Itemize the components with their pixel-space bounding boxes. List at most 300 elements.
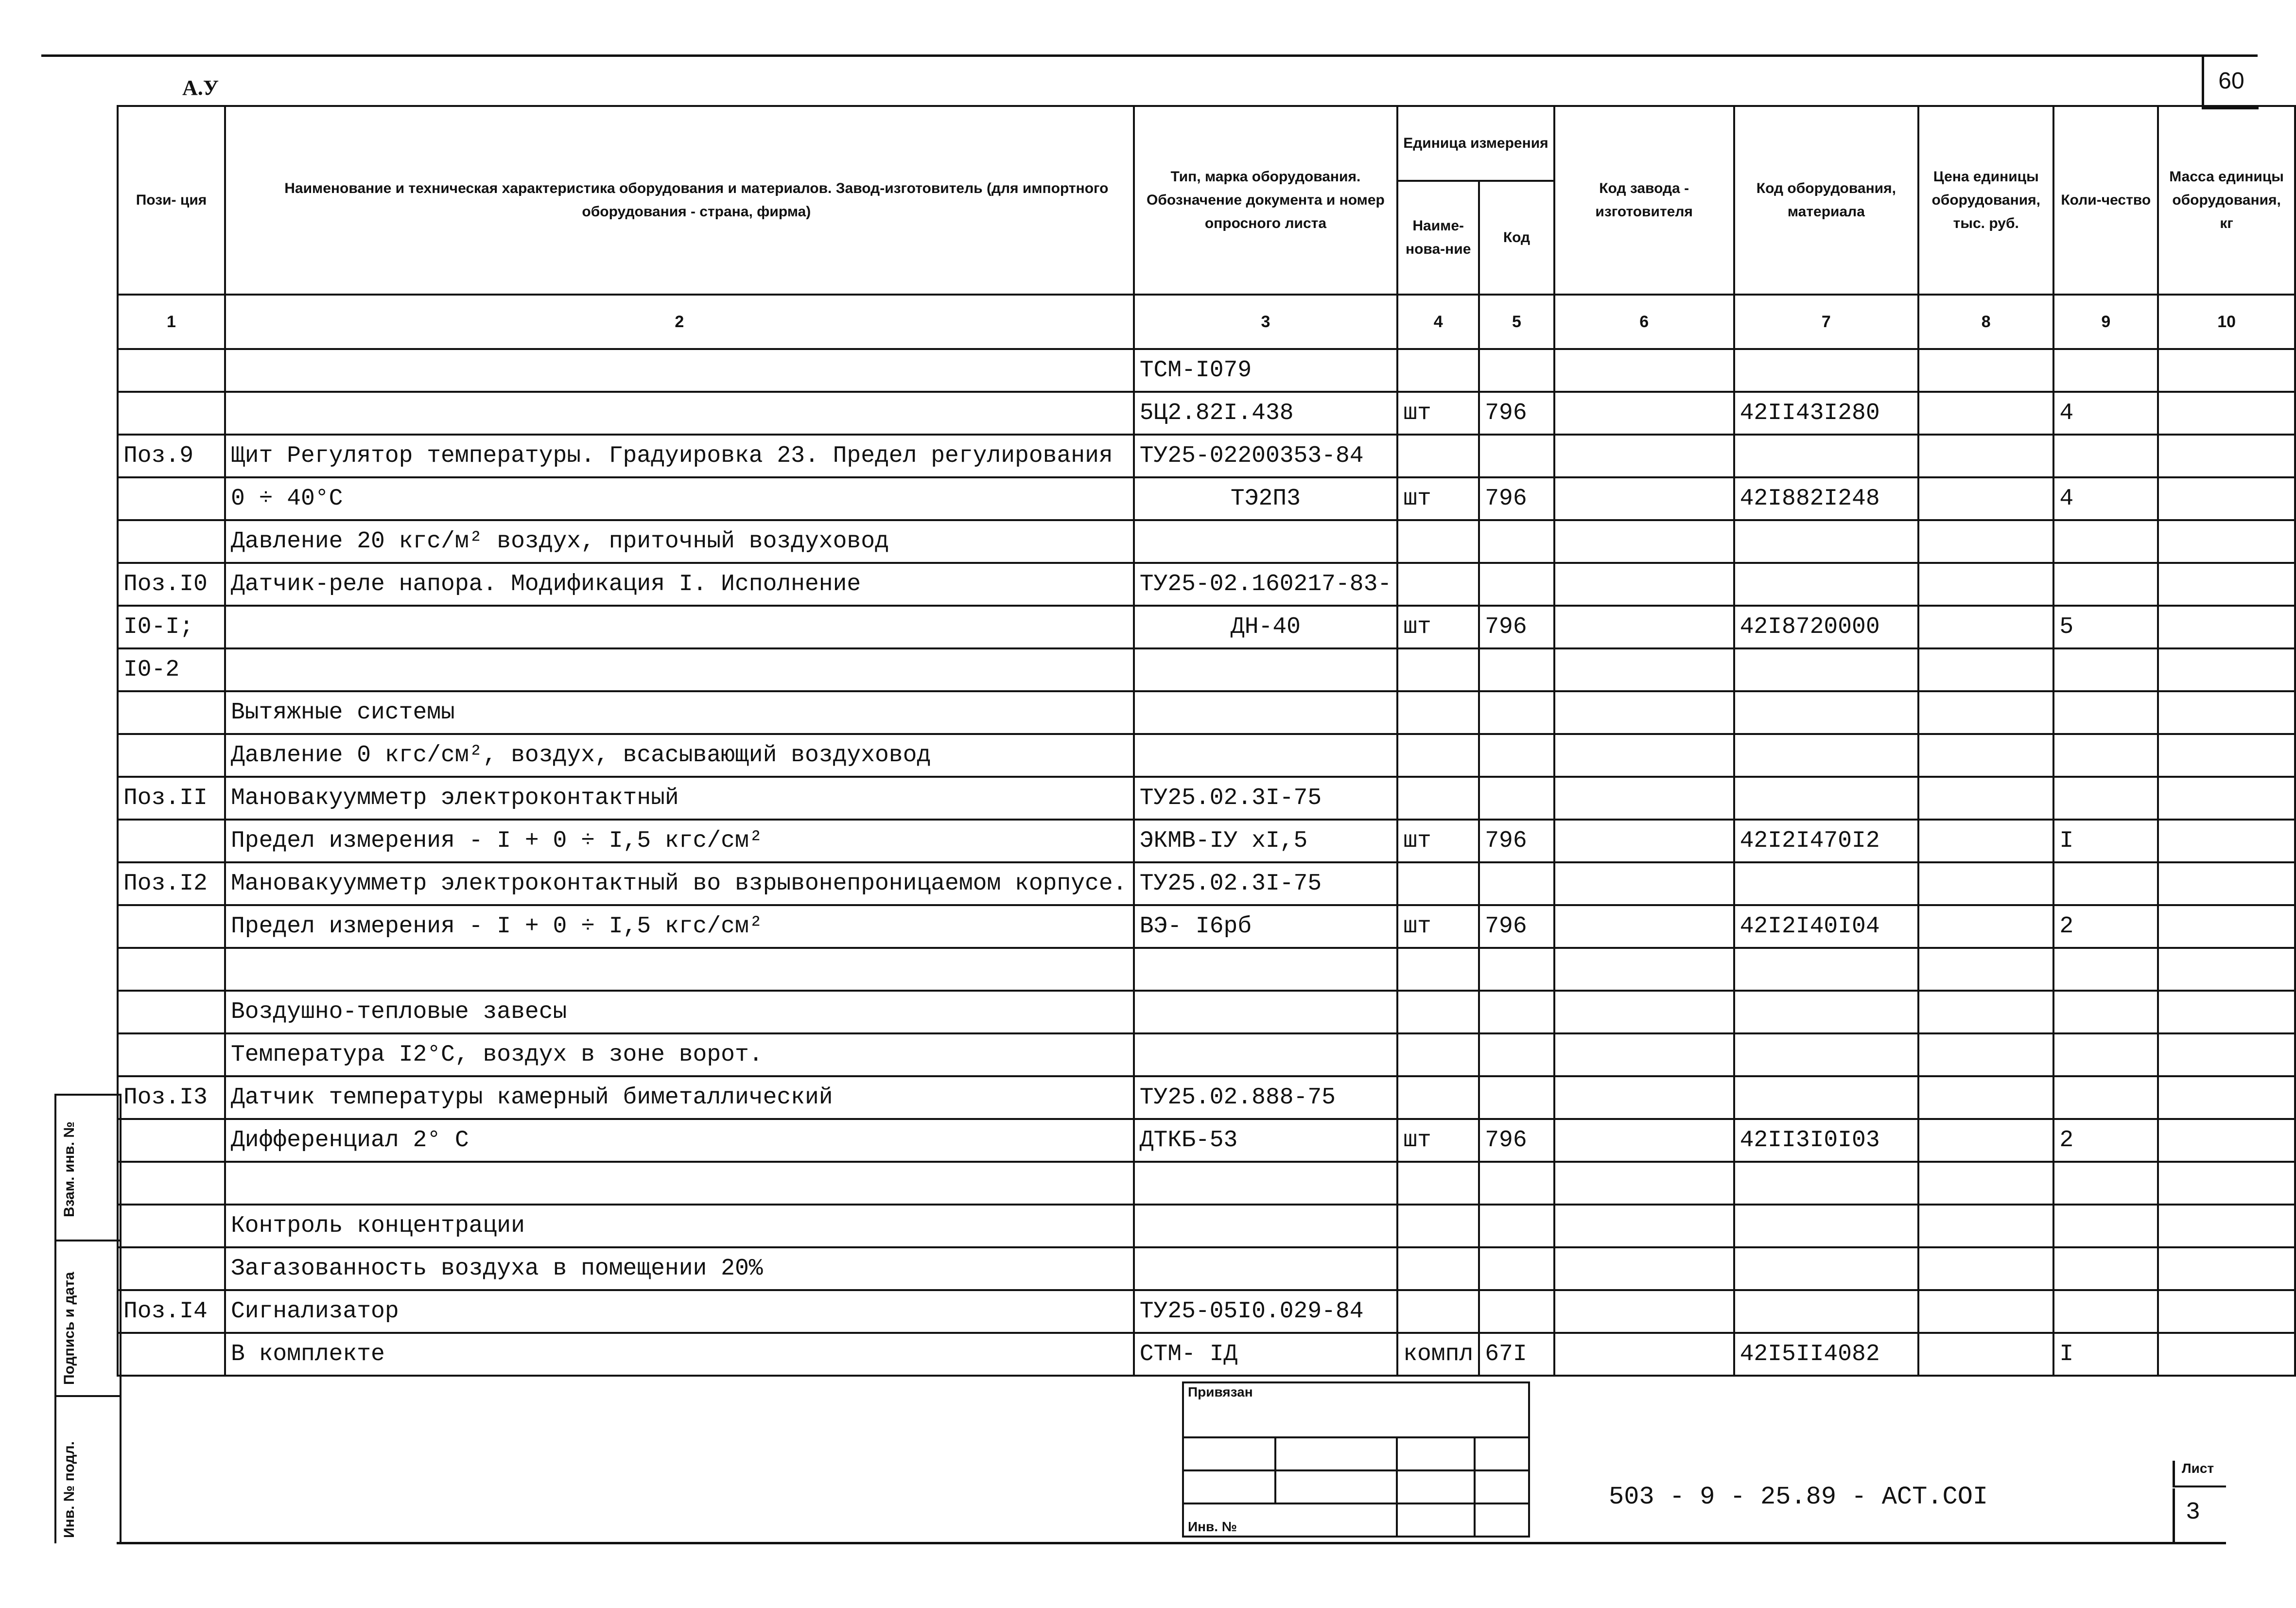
- cell-quantity: [2053, 1205, 2158, 1247]
- cell-mass: [2158, 1290, 2295, 1333]
- cell-equipment-code: 42I2I40I04: [1734, 905, 1919, 948]
- cell-price: [1918, 1247, 2053, 1290]
- page-number: 60: [2202, 54, 2259, 109]
- cell-unit: [1397, 691, 1479, 734]
- cell-factory-code: [1554, 1076, 1734, 1119]
- cell-position: [118, 1162, 225, 1205]
- column-number: 2: [225, 295, 1134, 349]
- cell-equipment-code: 42I5II4082: [1734, 1333, 1919, 1376]
- cell-equipment-code: [1734, 734, 1919, 777]
- sign-date-label: Подпись и дата: [61, 1272, 77, 1385]
- cell-mass: [2158, 606, 2295, 648]
- cell-equipment-code: 42I882I248: [1734, 477, 1919, 520]
- cell-position: [118, 905, 225, 948]
- cell-quantity: [2053, 1033, 2158, 1076]
- cell-name: [225, 948, 1134, 991]
- column-number: 7: [1734, 295, 1919, 349]
- cell-name: Щит Регулятор температуры. Градуировка 23. Предел регулирования: [225, 435, 1134, 477]
- cell-unit: шт: [1397, 1119, 1479, 1162]
- table-row: [118, 777, 2295, 820]
- inv-replace-label: Взам. инв. №: [61, 1121, 77, 1217]
- cell-equipment-code: 42I2I470I2: [1734, 820, 1919, 862]
- cell-mass: [2158, 392, 2295, 435]
- cell-position: [118, 820, 225, 862]
- cell-name: Давление 0 кгс/см², воздух, всасывающий воздуховод: [225, 734, 1134, 777]
- cell-quantity: I: [2053, 820, 2158, 862]
- cell-price: [1918, 991, 2053, 1033]
- cell-equipment-code: 42II3I0I03: [1734, 1119, 1919, 1162]
- cell-unit-code: 67I: [1479, 1333, 1554, 1376]
- column-number: 1: [118, 295, 225, 349]
- cell-unit: [1397, 948, 1479, 991]
- cell-name: Сигнализатор: [225, 1290, 1134, 1333]
- column-number: 9: [2053, 295, 2158, 349]
- table-row: [118, 477, 2295, 520]
- cell-type: ДТКБ-53: [1134, 1119, 1397, 1162]
- cell-position: [118, 1247, 225, 1290]
- cell-unit-code: [1479, 1205, 1554, 1247]
- cell-unit: [1397, 1290, 1479, 1333]
- table-row: [118, 349, 2295, 392]
- cell-quantity: [2053, 435, 2158, 477]
- cell-name: Предел измерения - I + 0 ÷ I,5 кгс/см²: [225, 820, 1134, 862]
- cell-name: Мановакуумметр электроконтактный: [225, 777, 1134, 820]
- cell-mass: [2158, 777, 2295, 820]
- cell-name: Мановакуумметр электроконтактный во взрывонепроницаемом корпусе.: [225, 862, 1134, 905]
- cell-equipment-code: [1734, 648, 1919, 691]
- cell-type: 5Ц2.82I.438: [1134, 392, 1397, 435]
- table-row: [118, 691, 2295, 734]
- cell-unit-code: [1479, 349, 1554, 392]
- cell-price: [1918, 606, 2053, 648]
- header-name: Наименование и техническая характеристика оборудования и материалов. Завод-изготовитель (для импортного оборудования - страна, фирма): [225, 106, 1134, 295]
- cell-position: [118, 734, 225, 777]
- top-rule: [41, 54, 2258, 57]
- table-row: [118, 563, 2295, 606]
- cell-quantity: 4: [2053, 392, 2158, 435]
- cell-unit: [1397, 777, 1479, 820]
- cell-mass: [2158, 1247, 2295, 1290]
- cell-unit: [1397, 734, 1479, 777]
- cell-price: [1918, 777, 2053, 820]
- cell-position: [118, 477, 225, 520]
- cell-quantity: [2053, 862, 2158, 905]
- cell-position: [118, 1033, 225, 1076]
- header-factory-code: Код завода - изготовителя: [1554, 106, 1734, 295]
- cell-price: [1918, 1162, 2053, 1205]
- cell-position: Поз.I2: [118, 862, 225, 905]
- cell-name: 0 ÷ 40°С: [225, 477, 1134, 520]
- cell-equipment-code: [1734, 349, 1919, 392]
- column-number: 8: [1918, 295, 2053, 349]
- cell-type: ТУ25-02.160217-83-: [1134, 563, 1397, 606]
- cell-type: ТУ25.02.888-75: [1134, 1076, 1397, 1119]
- cell-mass: [2158, 820, 2295, 862]
- cell-factory-code: [1554, 520, 1734, 563]
- cell-unit-code: [1479, 991, 1554, 1033]
- cell-price: [1918, 1333, 2053, 1376]
- cell-quantity: 2: [2053, 1119, 2158, 1162]
- cell-price: [1918, 392, 2053, 435]
- document-number: 503 - 9 - 25.89 - АСТ.СОI: [1609, 1483, 1988, 1511]
- cell-price: [1918, 435, 2053, 477]
- cell-factory-code: [1554, 820, 1734, 862]
- cell-equipment-code: [1734, 948, 1919, 991]
- cell-unit: шт: [1397, 905, 1479, 948]
- cell-position: [118, 349, 225, 392]
- cell-equipment-code: [1734, 991, 1919, 1033]
- cell-mass: [2158, 1205, 2295, 1247]
- cell-name: Дифференциал 2° С: [225, 1119, 1134, 1162]
- cell-factory-code: [1554, 1247, 1734, 1290]
- cell-position: [118, 392, 225, 435]
- table-row: [118, 820, 2295, 862]
- cell-factory-code: [1554, 435, 1734, 477]
- cell-price: [1918, 520, 2053, 563]
- cell-name: [225, 349, 1134, 392]
- cell-quantity: [2053, 563, 2158, 606]
- cell-quantity: 5: [2053, 606, 2158, 648]
- cell-position: [118, 691, 225, 734]
- cell-quantity: [2053, 691, 2158, 734]
- cell-mass: [2158, 563, 2295, 606]
- header-price: Цена единицы оборудования, тыс. руб.: [1918, 106, 2053, 295]
- cell-name: Загазованность воздуха в помещении 20%: [225, 1247, 1134, 1290]
- cell-unit: шт: [1397, 477, 1479, 520]
- cell-mass: [2158, 734, 2295, 777]
- cell-price: [1918, 563, 2053, 606]
- cell-equipment-code: [1734, 1076, 1919, 1119]
- column-number: 10: [2158, 295, 2295, 349]
- title-block-stamp: [1182, 1381, 1530, 1538]
- cell-mass: [2158, 520, 2295, 563]
- header-quantity: Коли-чество: [2053, 106, 2158, 295]
- cell-mass: [2158, 905, 2295, 948]
- cell-price: [1918, 1119, 2053, 1162]
- cell-equipment-code: [1734, 520, 1919, 563]
- table-row: [118, 1119, 2295, 1162]
- cell-mass: [2158, 948, 2295, 991]
- cell-unit-code: 796: [1479, 820, 1554, 862]
- cell-type: [1134, 520, 1397, 563]
- cell-factory-code: [1554, 862, 1734, 905]
- cell-unit: шт: [1397, 606, 1479, 648]
- cell-equipment-code: [1734, 1205, 1919, 1247]
- cell-type: ВЭ- I6рб: [1134, 905, 1397, 948]
- cell-type: [1134, 734, 1397, 777]
- cell-price: [1918, 648, 2053, 691]
- cell-quantity: [2053, 777, 2158, 820]
- header-equipment-code: Код оборудования, материала: [1734, 106, 1919, 295]
- cell-unit: [1397, 563, 1479, 606]
- cell-quantity: I: [2053, 1333, 2158, 1376]
- cell-unit-code: [1479, 1247, 1554, 1290]
- column-number: 4: [1397, 295, 1479, 349]
- cell-type: [1134, 1033, 1397, 1076]
- bottom-rule: [117, 1542, 2226, 1544]
- cell-type: [1134, 991, 1397, 1033]
- cell-unit-code: 796: [1479, 905, 1554, 948]
- cell-mass: [2158, 991, 2295, 1033]
- cell-equipment-code: [1734, 1290, 1919, 1333]
- cell-position: I0-I;: [118, 606, 225, 648]
- cell-unit: компл: [1397, 1333, 1479, 1376]
- cell-unit: [1397, 648, 1479, 691]
- inv-replace-cell: [56, 1094, 120, 1241]
- cell-name: Датчик температуры камерный биметаллический: [225, 1076, 1134, 1119]
- cell-position: Поз.I3: [118, 1076, 225, 1119]
- cell-factory-code: [1554, 1162, 1734, 1205]
- table-row: [118, 991, 2295, 1033]
- cell-factory-code: [1554, 606, 1734, 648]
- cell-type: ЭКМВ-IУ хI,5: [1134, 820, 1397, 862]
- cell-mass: [2158, 1076, 2295, 1119]
- cell-unit-code: [1479, 520, 1554, 563]
- cell-mass: [2158, 477, 2295, 520]
- cell-factory-code: [1554, 1290, 1734, 1333]
- cell-mass: [2158, 1119, 2295, 1162]
- cell-price: [1918, 349, 2053, 392]
- cell-type: [1134, 948, 1397, 991]
- header-type: Тип, марка оборудования. Обозначение документа и номер опросного листа: [1134, 106, 1397, 295]
- cell-price: [1918, 1205, 2053, 1247]
- cell-price: [1918, 905, 2053, 948]
- cell-equipment-code: 42II43I280: [1734, 392, 1919, 435]
- table-row: [118, 1247, 2295, 1290]
- cell-unit-code: 796: [1479, 392, 1554, 435]
- cell-unit-code: 796: [1479, 477, 1554, 520]
- cell-price: [1918, 691, 2053, 734]
- header-unit-code: Код: [1479, 181, 1554, 295]
- cell-mass: [2158, 349, 2295, 392]
- cell-type: [1134, 648, 1397, 691]
- cell-mass: [2158, 1033, 2295, 1076]
- cell-name: Контроль концентрации: [225, 1205, 1134, 1247]
- cell-quantity: [2053, 1290, 2158, 1333]
- cell-quantity: [2053, 948, 2158, 991]
- cell-factory-code: [1554, 948, 1734, 991]
- cell-unit: [1397, 1247, 1479, 1290]
- cell-factory-code: [1554, 1033, 1734, 1076]
- cell-equipment-code: [1734, 777, 1919, 820]
- cell-equipment-code: 42I8720000: [1734, 606, 1919, 648]
- left-margin-stamp: [54, 1094, 122, 1543]
- cell-quantity: [2053, 991, 2158, 1033]
- cell-unit: шт: [1397, 392, 1479, 435]
- header-position: Пози- ция: [118, 106, 225, 295]
- column-number: 3: [1134, 295, 1397, 349]
- corner-label: А.У: [182, 76, 219, 100]
- cell-name: В комплекте: [225, 1333, 1134, 1376]
- cell-factory-code: [1554, 991, 1734, 1033]
- cell-quantity: 2: [2053, 905, 2158, 948]
- cell-mass: [2158, 1162, 2295, 1205]
- cell-type: [1134, 1162, 1397, 1205]
- cell-equipment-code: [1734, 1247, 1919, 1290]
- table-row: [118, 948, 2295, 991]
- cell-unit-code: [1479, 734, 1554, 777]
- cell-position: [118, 1333, 225, 1376]
- cell-type: ТУ25-05I0.029-84: [1134, 1290, 1397, 1333]
- cell-type: ТЭ2П3: [1134, 477, 1397, 520]
- table-row: [118, 520, 2295, 563]
- sheet-value: 3: [2173, 1488, 2226, 1543]
- attached-label: Привязан: [1183, 1382, 1529, 1437]
- table-row: [118, 734, 2295, 777]
- cell-factory-code: [1554, 734, 1734, 777]
- cell-factory-code: [1554, 477, 1734, 520]
- cell-unit: [1397, 991, 1479, 1033]
- cell-quantity: [2053, 734, 2158, 777]
- inv-orig-cell: [56, 1395, 120, 1545]
- cell-unit-code: [1479, 563, 1554, 606]
- cell-price: [1918, 734, 2053, 777]
- cell-type: [1134, 1205, 1397, 1247]
- cell-factory-code: [1554, 563, 1734, 606]
- cell-name: Датчик-реле напора. Модификация I. Исполнение: [225, 563, 1134, 606]
- cell-quantity: [2053, 520, 2158, 563]
- cell-quantity: [2053, 1247, 2158, 1290]
- cell-quantity: [2053, 1162, 2158, 1205]
- cell-name: Воздушно-тепловые завесы: [225, 991, 1134, 1033]
- inv-label: Инв. №: [1183, 1503, 1397, 1537]
- cell-unit: [1397, 1162, 1479, 1205]
- column-number: 5: [1479, 295, 1554, 349]
- cell-unit-code: [1479, 435, 1554, 477]
- table-row: [118, 1162, 2295, 1205]
- cell-name: Вытяжные системы: [225, 691, 1134, 734]
- cell-unit-code: [1479, 1162, 1554, 1205]
- cell-equipment-code: [1734, 435, 1919, 477]
- cell-position: [118, 520, 225, 563]
- cell-name: Температура I2°С, воздух в зоне ворот.: [225, 1033, 1134, 1076]
- cell-price: [1918, 477, 2053, 520]
- cell-position: [118, 991, 225, 1033]
- cell-equipment-code: [1734, 862, 1919, 905]
- cell-unit: [1397, 862, 1479, 905]
- cell-equipment-code: [1734, 563, 1919, 606]
- cell-type: ТУ25.02.3I-75: [1134, 777, 1397, 820]
- cell-name: Предел измерения - I + 0 ÷ I,5 кгс/см²: [225, 905, 1134, 948]
- table-row: [118, 606, 2295, 648]
- equipment-table: [117, 105, 2296, 1377]
- cell-factory-code: [1554, 648, 1734, 691]
- cell-factory-code: [1554, 777, 1734, 820]
- cell-unit: [1397, 520, 1479, 563]
- cell-position: Поз.II: [118, 777, 225, 820]
- cell-mass: [2158, 648, 2295, 691]
- cell-type: ДН-40: [1134, 606, 1397, 648]
- cell-unit-code: [1479, 1033, 1554, 1076]
- cell-mass: [2158, 435, 2295, 477]
- cell-unit: [1397, 1205, 1479, 1247]
- cell-type: ТУ25.02.3I-75: [1134, 862, 1397, 905]
- cell-factory-code: [1554, 349, 1734, 392]
- cell-name: [225, 392, 1134, 435]
- cell-unit-code: [1479, 1076, 1554, 1119]
- cell-factory-code: [1554, 1205, 1734, 1247]
- cell-unit: [1397, 1076, 1479, 1119]
- cell-position: Поз.9: [118, 435, 225, 477]
- cell-position: [118, 1205, 225, 1247]
- inv-orig-label: Инв. № подл.: [61, 1441, 77, 1538]
- cell-price: [1918, 820, 2053, 862]
- sign-date-cell: [56, 1240, 120, 1397]
- cell-unit: [1397, 349, 1479, 392]
- cell-unit-code: [1479, 948, 1554, 991]
- cell-unit-code: 796: [1479, 1119, 1554, 1162]
- table-row: [118, 1033, 2295, 1076]
- cell-quantity: [2053, 648, 2158, 691]
- cell-price: [1918, 1076, 2053, 1119]
- table-row: [118, 392, 2295, 435]
- table-body: [118, 295, 2295, 1376]
- cell-factory-code: [1554, 1119, 1734, 1162]
- cell-position: Поз.I4: [118, 1290, 225, 1333]
- cell-equipment-code: [1734, 1162, 1919, 1205]
- cell-position: Поз.I0: [118, 563, 225, 606]
- cell-type: ТСМ-I079: [1134, 349, 1397, 392]
- table-row: [118, 1290, 2295, 1333]
- cell-position: [118, 948, 225, 991]
- header-mass: Масса единицы оборудования, кг: [2158, 106, 2295, 295]
- cell-unit-code: [1479, 1290, 1554, 1333]
- cell-mass: [2158, 862, 2295, 905]
- cell-type: ТУ25-02200353-84: [1134, 435, 1397, 477]
- cell-price: [1918, 1290, 2053, 1333]
- cell-unit-code: [1479, 777, 1554, 820]
- cell-unit: [1397, 435, 1479, 477]
- cell-type: [1134, 1247, 1397, 1290]
- cell-factory-code: [1554, 392, 1734, 435]
- cell-type: [1134, 691, 1397, 734]
- cell-unit-code: [1479, 648, 1554, 691]
- cell-type: СТМ- IД: [1134, 1333, 1397, 1376]
- table-row: [118, 862, 2295, 905]
- cell-name: [225, 648, 1134, 691]
- cell-factory-code: [1554, 691, 1734, 734]
- cell-name: [225, 606, 1134, 648]
- cell-quantity: [2053, 349, 2158, 392]
- cell-price: [1918, 862, 2053, 905]
- column-number-row: [118, 295, 2295, 349]
- cell-equipment-code: [1734, 691, 1919, 734]
- cell-equipment-code: [1734, 1033, 1919, 1076]
- table-row: [118, 1205, 2295, 1247]
- header-unit-group: Единица измерения: [1397, 106, 1554, 181]
- cell-quantity: [2053, 1076, 2158, 1119]
- cell-mass: [2158, 1333, 2295, 1376]
- table-row: [118, 435, 2295, 477]
- table-row: [118, 648, 2295, 691]
- table-row: [118, 1333, 2295, 1376]
- header-unit-name: Наиме-нова-ние: [1397, 181, 1479, 295]
- cell-quantity: 4: [2053, 477, 2158, 520]
- column-number: 6: [1554, 295, 1734, 349]
- cell-factory-code: [1554, 905, 1734, 948]
- cell-unit: шт: [1397, 820, 1479, 862]
- cell-unit-code: 796: [1479, 606, 1554, 648]
- cell-position: [118, 1119, 225, 1162]
- cell-unit: [1397, 1033, 1479, 1076]
- table-row: [118, 905, 2295, 948]
- cell-unit-code: [1479, 862, 1554, 905]
- cell-price: [1918, 948, 2053, 991]
- sheet-label: Лист: [2173, 1461, 2226, 1487]
- cell-mass: [2158, 691, 2295, 734]
- cell-name: [225, 1162, 1134, 1205]
- cell-price: [1918, 1033, 2053, 1076]
